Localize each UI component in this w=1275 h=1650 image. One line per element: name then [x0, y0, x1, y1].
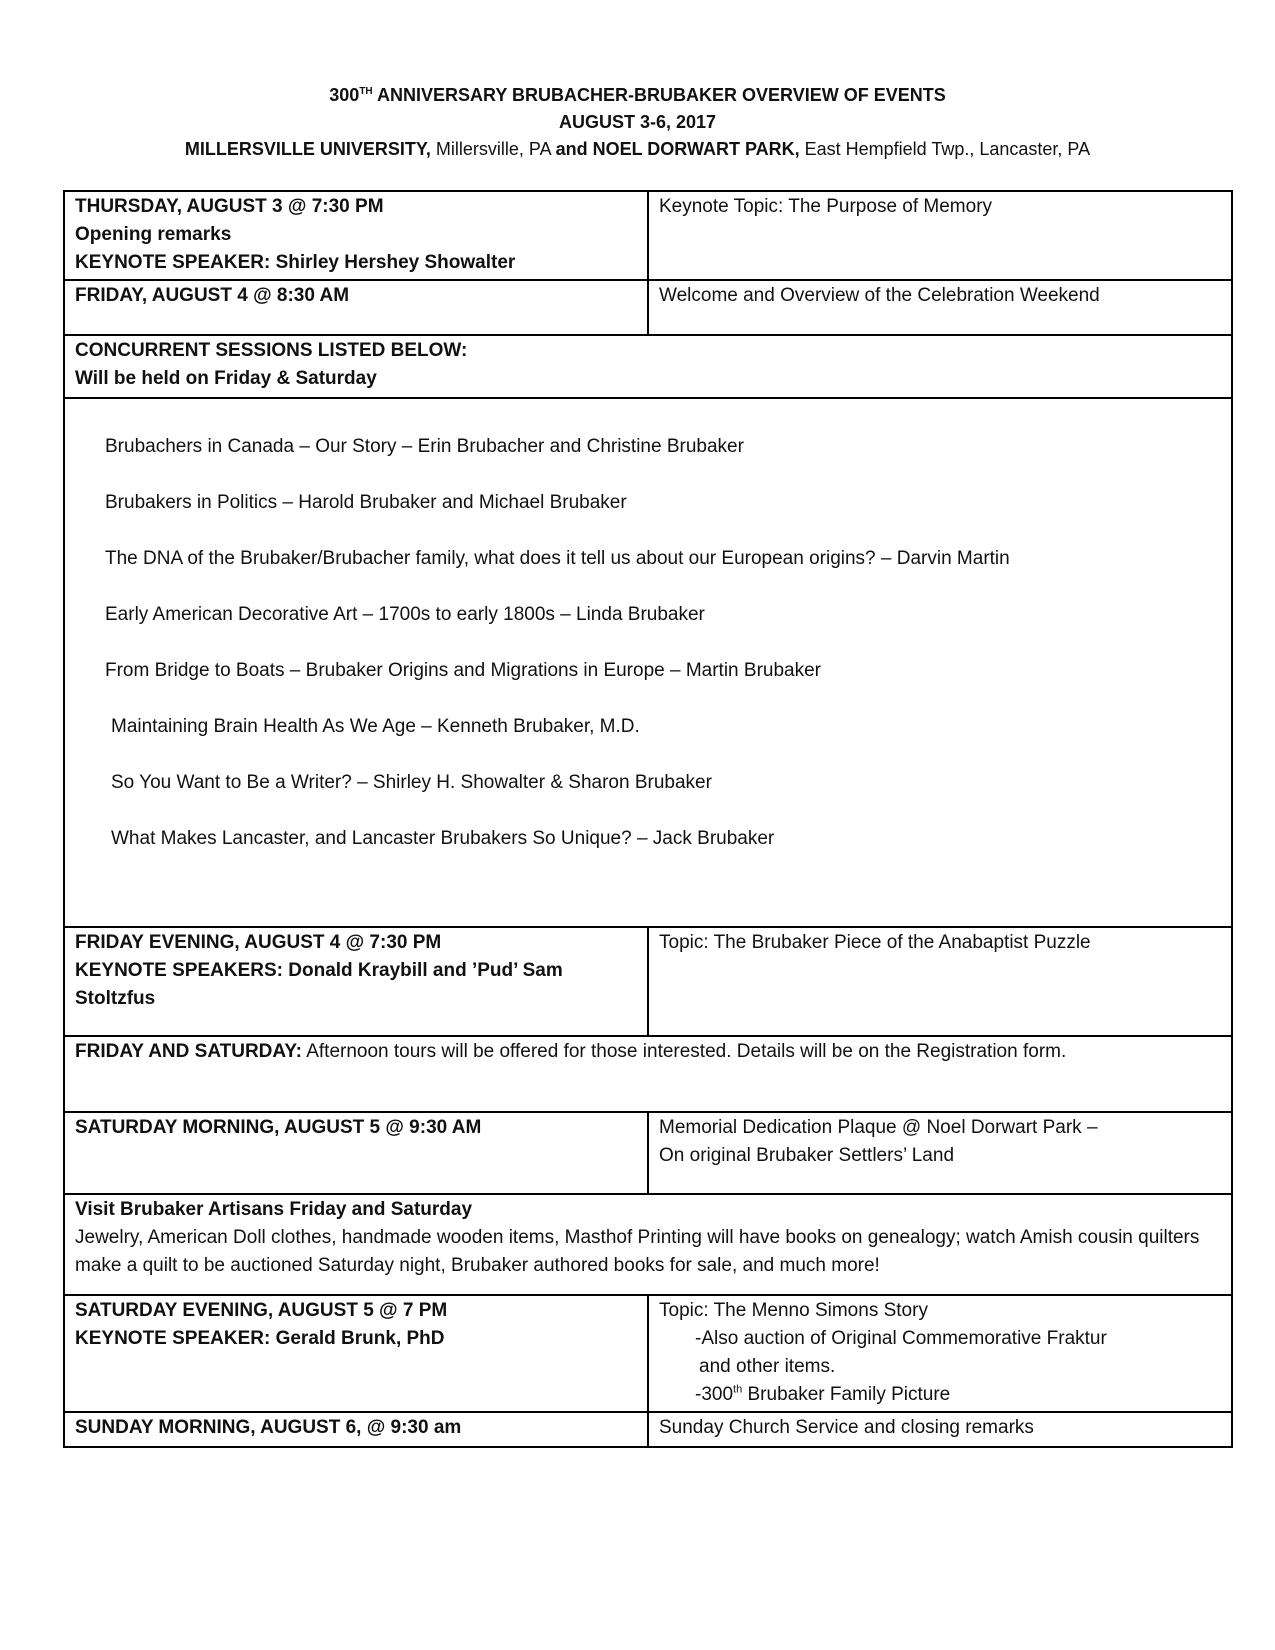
friday-evening-topic: Topic: The Brubaker Piece of the Anabaptist Puzzle [659, 932, 1091, 953]
saturday-evening-topic-cell [648, 1295, 1232, 1412]
tours-text [75, 1038, 1221, 1066]
saturday-morning-heading: SATURDAY MORNING, AUGUST 5 @ 9:30 AM [75, 1117, 482, 1138]
saturday-evening-item-picture [659, 1381, 1221, 1409]
row-friday-evening [64, 927, 1232, 1036]
session-item: Brubakers in Politics – Harold Brubaker and Michael Brubaker [105, 492, 627, 513]
sunday-topic: Sunday Church Service and closing remarks [659, 1417, 1034, 1438]
row-artisans [64, 1194, 1232, 1295]
saturday-evening-item-auction-cont: and other items. [699, 1356, 836, 1377]
saturday-morning-topic-cont: On original Brubaker Settlers’ Land [659, 1145, 955, 1166]
friday-morning-heading: FRIDAY, AUGUST 4 @ 8:30 AM [75, 285, 350, 306]
saturday-evening-heading: SATURDAY EVENING, AUGUST 5 @ 7 PM [75, 1300, 448, 1321]
session-item: From Bridge to Boats – Brubaker Origins and Migrations in Europe – Martin Brubaker [105, 660, 821, 681]
document-header [0, 82, 1275, 163]
picture-ordinal-suffix: th [733, 1383, 743, 1396]
friday-evening-details [64, 927, 648, 1036]
friday-evening-heading: FRIDAY EVENING, AUGUST 4 @ 7:30 PM [75, 932, 442, 953]
artisans-cell [64, 1194, 1232, 1295]
friday-morning-details [64, 280, 648, 335]
row-concurrent-header [64, 335, 1232, 398]
thursday-topic-cell [648, 191, 1232, 280]
venue-2-place: East Hempfield Twp., Lancaster, PA [799, 139, 1091, 159]
title-ordinal-suffix: TH [359, 86, 373, 97]
title-number: 300 [329, 85, 360, 105]
document-title [0, 82, 1275, 109]
session-item: Brubachers in Canada – Our Story – Erin Brubacher and Christine Brubaker [105, 436, 744, 457]
row-saturday-morning [64, 1112, 1232, 1194]
row-tours [64, 1036, 1232, 1112]
thursday-speaker: KEYNOTE SPEAKER: Shirley Hershey Showalter [75, 252, 516, 273]
saturday-evening-details [64, 1295, 648, 1412]
sessions-list [64, 398, 1232, 927]
concurrent-subheading: Will be held on Friday & Saturday [75, 368, 377, 389]
row-saturday-evening [64, 1295, 1232, 1412]
row-sunday [64, 1412, 1232, 1447]
friday-evening-speakers: KEYNOTE SPEAKERS: Donald Kraybill and ’Pud’ Sam Stoltzfus [75, 960, 563, 1009]
events-table [63, 190, 1233, 1448]
picture-text: Brubaker Family Picture [742, 1384, 951, 1405]
friday-morning-topic: Welcome and Overview of the Celebration Weekend [659, 285, 1100, 306]
thursday-opening: Opening remarks [75, 224, 232, 245]
venue-2-name: and NOEL DORWART PARK, [555, 139, 800, 159]
tours-label: FRIDAY AND SATURDAY: [75, 1041, 302, 1062]
saturday-evening-speaker: KEYNOTE SPEAKER: Gerald Brunk, PhD [75, 1328, 445, 1349]
session-item: Maintaining Brain Health As We Age – Kenneth Brubaker, M.D. [111, 716, 640, 737]
sunday-details [64, 1412, 648, 1447]
friday-morning-topic-cell [648, 280, 1232, 335]
saturday-evening-topic: Topic: The Menno Simons Story [659, 1300, 928, 1321]
event-venues [0, 136, 1275, 163]
thursday-heading: THURSDAY, AUGUST 3 @ 7:30 PM [75, 196, 384, 217]
picture-number: -300 [695, 1384, 734, 1405]
thursday-details [64, 191, 648, 280]
session-item: So You Want to Be a Writer? – Shirley H. Showalter & Sharon Brubaker [111, 772, 712, 793]
row-concurrent-sessions [64, 398, 1232, 927]
thursday-topic: Keynote Topic: The Purpose of Memory [659, 196, 993, 217]
saturday-morning-topic: Memorial Dedication Plaque @ Noel Dorwart Park – [659, 1117, 1098, 1138]
friday-evening-topic-cell [648, 927, 1232, 1036]
sunday-heading: SUNDAY MORNING, AUGUST 6, @ 9:30 am [75, 1417, 462, 1438]
sunday-topic-cell [648, 1412, 1232, 1447]
event-dates: AUGUST 3-6, 2017 [558, 112, 717, 132]
tours-description: Afternoon tours will be offered for those interested. Details will be on the Registration form. [301, 1041, 1067, 1062]
row-friday-morning [64, 280, 1232, 335]
tours-cell [64, 1036, 1232, 1112]
title-text: ANNIVERSARY BRUBACHER-BRUBAKER OVERVIEW OF EVENTS [372, 85, 946, 105]
artisans-heading: Visit Brubaker Artisans Friday and Saturday [75, 1199, 473, 1220]
saturday-morning-topic-cell [648, 1112, 1232, 1194]
session-item: Early American Decorative Art – 1700s to early 1800s – Linda Brubaker [105, 604, 705, 625]
venue-1-place: Millersville, PA [430, 139, 556, 159]
session-item: The DNA of the Brubaker/Brubacher family, what does it tell us about our European origins? – Darvin Martin [105, 548, 1010, 569]
venue-1-name: MILLERSVILLE UNIVERSITY, [184, 139, 431, 159]
saturday-morning-details [64, 1112, 648, 1194]
saturday-evening-item-auction: -Also auction of Original Commemorative Fraktur [695, 1328, 1107, 1349]
row-thursday [64, 191, 1232, 280]
concurrent-header-cell [64, 335, 1232, 398]
concurrent-heading: CONCURRENT SESSIONS LISTED BELOW: [75, 340, 468, 361]
artisans-description: Jewelry, American Doll clothes, handmade wooden items, Masthof Printing will have books on genealogy; watch Amish cousin quilters make a quilt to be auctioned Saturday night, Brubaker authored books for sale, and much more! [75, 1227, 1200, 1276]
session-item: What Makes Lancaster, and Lancaster Brubakers So Unique? – Jack Brubaker [111, 828, 775, 849]
